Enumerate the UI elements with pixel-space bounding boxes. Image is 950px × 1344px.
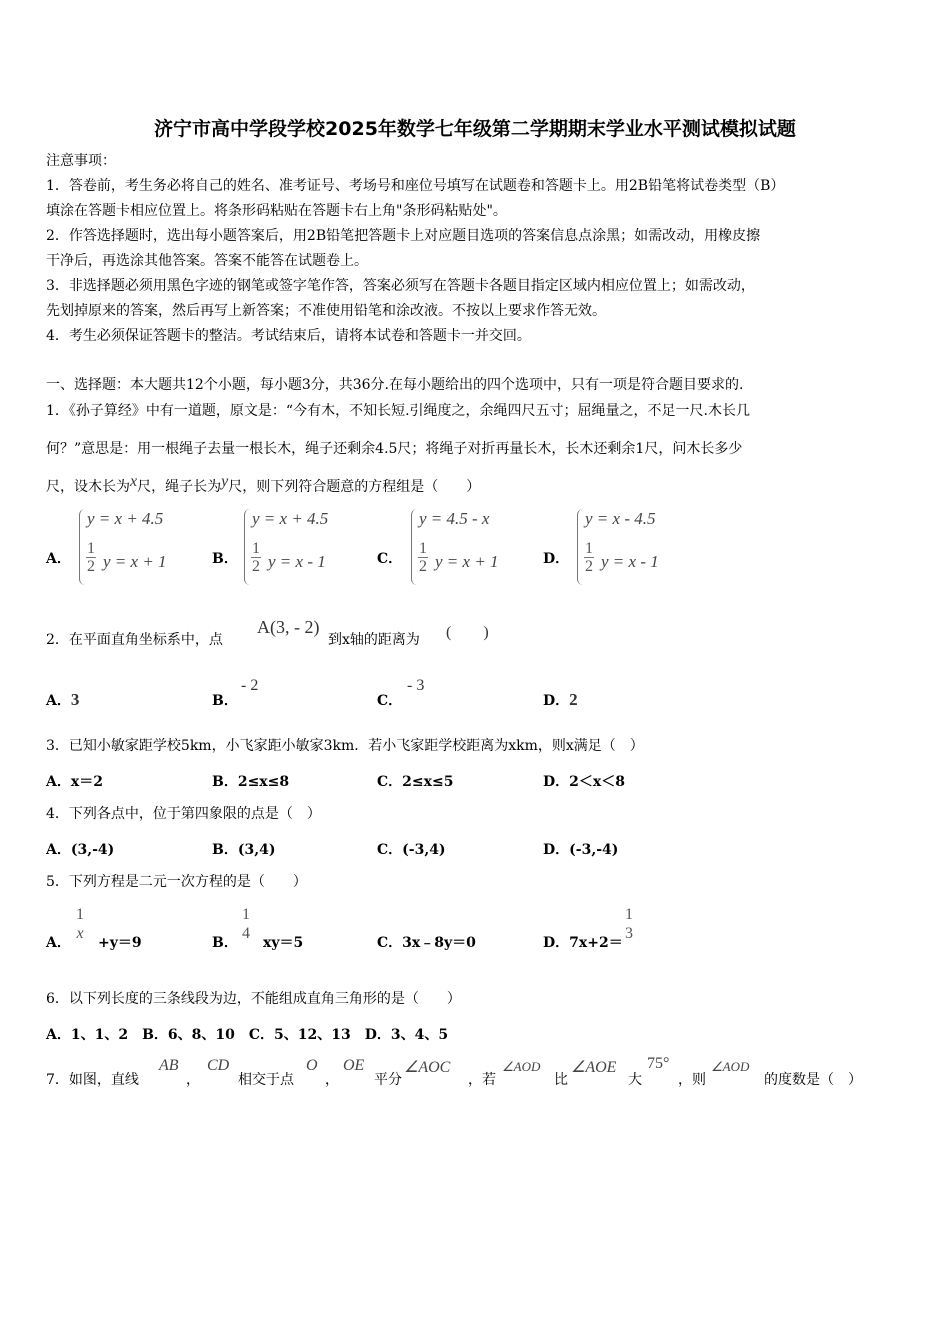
q1-line2: 何？”意思是：用一根绳子去量一根长木，绳子还剩余4.5尺；将绳子对折再量长木，长木还剩余1尺，问木长多少	[46, 441, 743, 457]
q5-option-b-label[interactable]: B．	[212, 935, 238, 951]
q3-option-b[interactable]: B．2≤x≤8	[212, 774, 290, 790]
q4-option-a[interactable]: A．(3,-4)	[46, 842, 115, 858]
q7-text-4: ，	[325, 1072, 339, 1088]
q2-middle: 到x轴的距离为	[328, 632, 420, 648]
q1-option-d-label[interactable]: D．	[543, 551, 570, 567]
q7-text-3: 相交于点	[238, 1072, 294, 1088]
q7-text-7: 比	[554, 1072, 568, 1088]
q2-paren: ( )	[446, 624, 489, 641]
notice-line: 1．答卷前，考生务必将自己的姓名、准考证号、考场号和座位号填写在试题卷和答题卡上。用2B铅笔将试卷类型（B）	[46, 178, 785, 194]
q4-option-b[interactable]: B．(3,4)	[212, 842, 276, 858]
q2-prefix: 2．在平面直角坐标系中，点	[46, 632, 223, 648]
page-title: 济宁市高中学段学校2025年数学七年级第二学期期末学业水平测试模拟试题	[154, 118, 796, 140]
q5-text: 5．下列方程是二元一次方程的是（ ）	[46, 874, 307, 890]
q1-line3: 尺，设木长为x尺，绳子长为y尺，则下列符合题意的方程组是（ ）	[46, 473, 481, 495]
notice-line: 填涂在答题卡相应位置上。将条形码粘贴在答题卡右上角"条形码粘贴处"。	[46, 203, 507, 219]
q7-angle-aoe: ∠AOE	[571, 1059, 617, 1076]
notice-line: 干净后，再选涂其他答案。答案不能答在试题卷上。	[46, 253, 368, 269]
q5-option-d-fraction: 1 3	[625, 906, 633, 942]
q7-text-8: 大	[628, 1072, 642, 1088]
q7-text-6: ，若	[468, 1072, 496, 1088]
q6-text: 6．以下列长度的三条线段为边，不能组成直角三角形的是（ ）	[46, 991, 461, 1007]
q3-option-d[interactable]: D．2＜x＜8	[543, 774, 625, 790]
q3-option-c[interactable]: C．2≤x≤5	[377, 774, 454, 790]
q2-option-c-value: - 3	[407, 677, 425, 694]
q7-text-9: ，则	[678, 1072, 706, 1088]
q7-angle-aoc: ∠AOC	[404, 1059, 451, 1076]
q4-text: 4．下列各点中，位于第四象限的点是（ ）	[46, 806, 321, 822]
notice-heading: 注意事项：	[46, 153, 116, 169]
q7-line-ab: AB	[159, 1057, 179, 1074]
q2-point: A(3, - 2)	[257, 617, 320, 637]
q1-option-c-label[interactable]: C．	[377, 551, 403, 567]
q3-option-a[interactable]: A．x＝2	[46, 774, 103, 790]
q2-option-b-label[interactable]: B．	[212, 693, 238, 709]
q5-option-a-rest: +y＝9	[98, 935, 142, 951]
q7-text-5: 平分	[374, 1072, 402, 1088]
q1-line1: 1．《孙子算经》中有一道题，原文是：“今有木，不知长短.引绳度之，余绳四尺五寸；屈绳量之，不足一尺.木长几	[46, 403, 750, 419]
q7-point-o: O	[306, 1057, 318, 1074]
q5-option-b-fraction: 1 4	[242, 906, 250, 942]
q7-text-10: 的度数是（ ）	[764, 1072, 862, 1088]
notice-line: 4．考生必须保证答题卡的整洁。考试结束后，请将本试卷和答题卡一并交回。	[46, 328, 531, 344]
q5-option-a-fraction: 1 x	[76, 906, 84, 942]
notice-line: 3．非选择题必须用黑色字迹的钢笔或签字笔作答，答案必须写在答题卡各题目指定区域内相应位置上；如需改动，	[46, 278, 755, 294]
q5-option-d-label[interactable]: D．7x+2＝	[543, 935, 623, 951]
notice-line: 先划掉原来的答案，然后再写上新答案；不准使用铅笔和涂改液。不按以上要求作答无效。	[46, 303, 606, 319]
q5-option-c[interactable]: C．3x﹣8y＝0	[377, 935, 476, 951]
q2-option-b-value: - 2	[241, 677, 259, 694]
q3-text: 3．已知小敏家距学校5km，小飞家距小敏家3km．若小飞家距学校距离为xkm，则x满足（ ）	[46, 738, 644, 754]
notice-line: 2．作答选择题时，选出每小题答案后，用2B铅笔把答题卡上对应题目选项的答案信息点涂黑；如需改动，用橡皮擦	[46, 228, 761, 244]
q7-angle-aod-2: ∠AOD	[711, 1059, 750, 1074]
q7-ray-oe: OE	[343, 1057, 365, 1074]
q1-option-a-label[interactable]: A．	[46, 551, 71, 567]
q2-option-c-label[interactable]: C．	[377, 693, 403, 709]
q2-option-d[interactable]: D．2	[543, 690, 578, 709]
q7-angle-aod: ∠AOD	[502, 1059, 541, 1074]
q7-text-2: ，	[186, 1072, 200, 1088]
q4-option-d[interactable]: D．(-3,-4)	[543, 842, 619, 858]
q5-option-a-label[interactable]: A．	[46, 935, 71, 951]
q7-line-cd: CD	[207, 1057, 230, 1074]
q1-option-b-label[interactable]: B．	[212, 551, 238, 567]
q5-option-b-rest: xy＝5	[263, 935, 304, 951]
q2-option-a[interactable]: A．3	[46, 690, 80, 709]
q6-options[interactable]: A．1、1、2 B．6、8、10 C．5、12、13 D．3、4、5	[46, 1027, 449, 1043]
q4-option-c[interactable]: C．(-3,4)	[377, 842, 446, 858]
q7-text-1: 7．如图，直线	[46, 1072, 139, 1088]
section-heading: 一、选择题：本大题共12个小题，每小题3分，共36分.在每小题给出的四个选项中，只有一项是符合题目要求的.	[46, 377, 744, 393]
q7-degree: 75°	[647, 1055, 670, 1072]
